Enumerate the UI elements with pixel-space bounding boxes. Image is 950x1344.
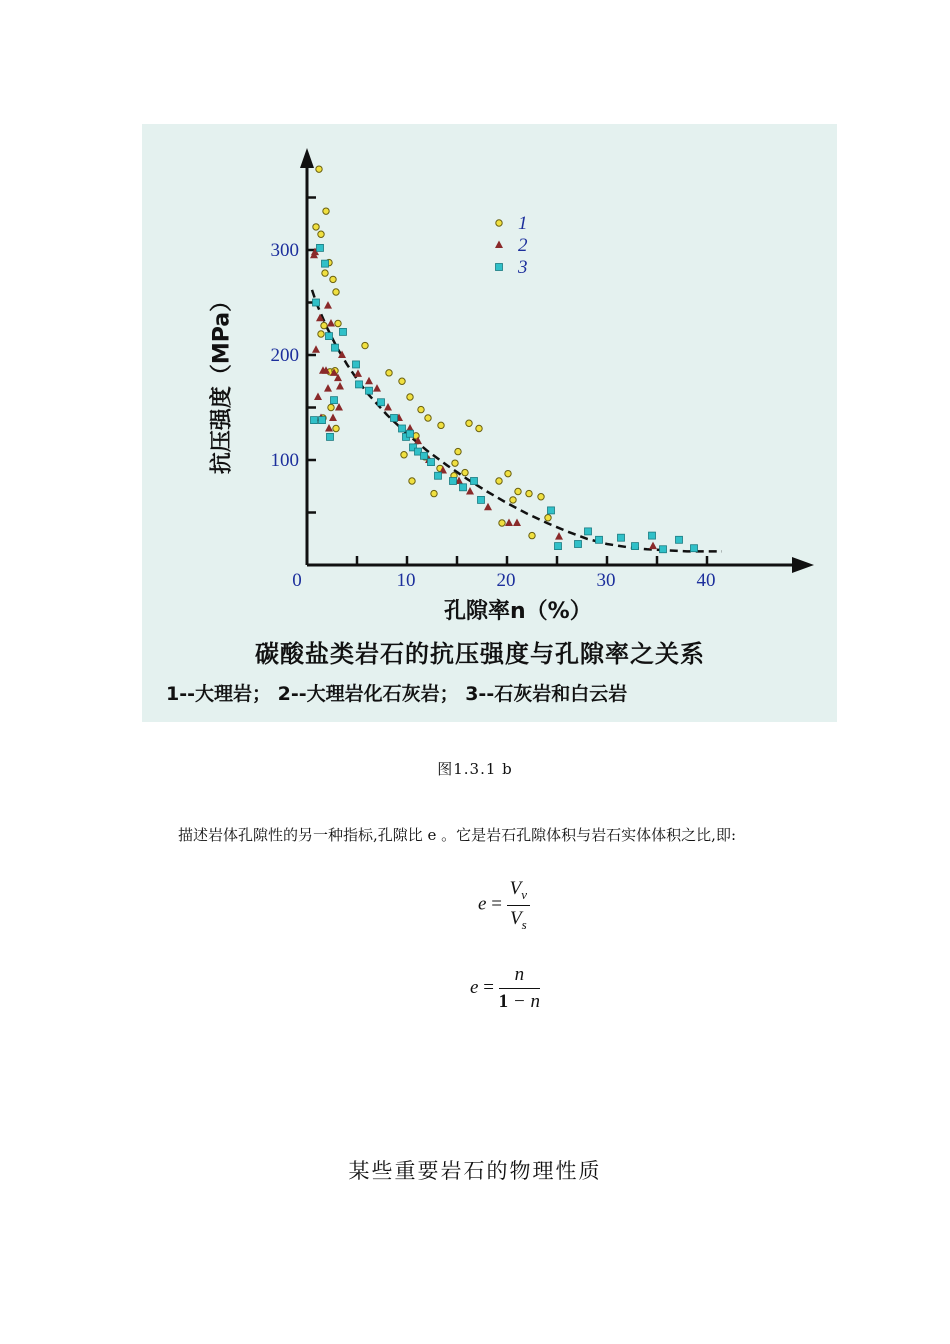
- series-1-point: [438, 422, 444, 428]
- series-3-point: [317, 244, 324, 251]
- series-3-point: [435, 472, 442, 479]
- series-1-point: [499, 520, 505, 526]
- series-1-point: [330, 276, 336, 282]
- series-3-point: [319, 417, 326, 424]
- series-1-point: [455, 448, 461, 454]
- formula-void-ratio-porosity: [470, 964, 540, 1013]
- series-1-point: [425, 415, 431, 421]
- series-1-point: [328, 404, 334, 410]
- y-tick-label: 200: [270, 345, 299, 366]
- series-1-point: [399, 378, 405, 384]
- formula-fraction: $\frac{V_v}{V_s}$: [507, 878, 530, 933]
- series-3-point: [548, 507, 555, 514]
- y-tick-label: 300: [270, 240, 299, 261]
- series-1-point: [510, 497, 516, 503]
- series-2-point: [384, 403, 392, 411]
- series-2-point: [466, 487, 474, 495]
- series-1-point: [466, 420, 472, 426]
- series-3-point: [340, 328, 347, 335]
- series-1-point: [333, 289, 339, 295]
- y-tick-label: 100: [270, 450, 299, 471]
- series-2-point: [365, 377, 373, 385]
- series-3-point: [322, 260, 329, 267]
- formula-fraction: $\frac{n}{1 - n}$: [498, 964, 540, 1012]
- series-1-point: [318, 331, 324, 337]
- formula-equals: =: [491, 893, 502, 915]
- series-2-point: [354, 369, 362, 377]
- series-1-point: [529, 532, 535, 538]
- series-1-point: [321, 322, 327, 328]
- y-axis-arrow: [300, 148, 314, 168]
- series-3-point: [407, 430, 414, 437]
- series-3-point: [326, 333, 333, 340]
- series-3-point: [391, 415, 398, 422]
- series-1-point: [323, 208, 329, 214]
- series-1-point: [333, 425, 339, 431]
- series-1-point: [316, 166, 322, 172]
- series-3-point: [555, 543, 562, 550]
- series-3-point: [366, 387, 373, 394]
- series-3-point: [327, 433, 334, 440]
- series-3-point: [596, 536, 603, 543]
- series-3-point: [421, 452, 428, 459]
- legend-marker-2: [495, 241, 503, 249]
- formula-equals: =: [483, 976, 494, 998]
- series-1-point: [505, 470, 511, 476]
- series-3-point: [428, 459, 435, 466]
- series-2-point: [329, 414, 337, 422]
- series-3-point: [649, 532, 656, 539]
- series-3-point: [353, 361, 360, 368]
- series-2-point: [314, 393, 322, 401]
- series-2-point: [373, 384, 381, 392]
- legend-marker-3: [496, 264, 503, 271]
- figure-legend-note: 1--大理岩； 2--大理岩化石灰岩； 3--石灰岩和白云岩: [166, 683, 628, 705]
- x-tick-label: 0: [292, 570, 302, 591]
- series-3-point: [331, 397, 338, 404]
- series-3-point: [575, 541, 582, 548]
- legend-label-2: 2: [518, 235, 528, 256]
- series-2-point: [484, 503, 492, 511]
- x-tick-label: 30: [596, 570, 616, 591]
- section-heading: 某些重要岩石的物理性质: [348, 1159, 602, 1183]
- series-1-point: [431, 490, 437, 496]
- legend-label-3: 3: [518, 257, 528, 278]
- series-3-point: [618, 534, 625, 541]
- series-1-point: [496, 478, 502, 484]
- series-3-point: [585, 528, 592, 535]
- series-1-point: [409, 478, 415, 484]
- series-1-point: [462, 469, 468, 475]
- series-2-point: [335, 403, 343, 411]
- series-3-point: [632, 543, 639, 550]
- series-3-point: [313, 299, 320, 306]
- series-3-point: [450, 478, 457, 485]
- series-3-point: [378, 399, 385, 406]
- series-1-point: [515, 488, 521, 494]
- legend-marker-1: [496, 220, 502, 226]
- series-1-point: [476, 425, 482, 431]
- series-3-point: [660, 546, 667, 553]
- series-3-point: [356, 381, 363, 388]
- legend-label-1: 1: [518, 213, 528, 234]
- series-2-point: [555, 532, 563, 540]
- x-axis-label: 孔隙率n（%）: [444, 599, 592, 624]
- x-axis-arrow: [792, 557, 814, 573]
- series-3-point: [691, 545, 698, 552]
- series-1-point: [418, 406, 424, 412]
- series-3-point: [676, 536, 683, 543]
- series-3-point: [460, 484, 467, 491]
- body-paragraph: 描述岩体孔隙性的另一种指标,孔隙比 e 。它是岩石孔隙体积与岩石实体体积之比,即:: [178, 826, 737, 844]
- series-2-point: [312, 345, 320, 353]
- x-tick-label: 10: [396, 570, 416, 591]
- series-3-point: [399, 425, 406, 432]
- series-1-point: [386, 370, 392, 376]
- series-3-point: [332, 344, 339, 351]
- series-2-point: [336, 382, 344, 390]
- figure-caption: 图1.3.1 b: [437, 760, 513, 778]
- series-1-point: [452, 460, 458, 466]
- series-1-point: [526, 490, 532, 496]
- series-1-point: [545, 515, 551, 521]
- trend-line: [312, 290, 722, 552]
- series-1-point: [318, 231, 324, 237]
- series-1-point: [401, 452, 407, 458]
- series-1-point: [407, 394, 413, 400]
- series-2-point: [324, 384, 332, 392]
- formula-void-ratio-volume: [478, 878, 530, 933]
- formula-lhs: e: [478, 893, 487, 915]
- series-3-point: [478, 496, 485, 503]
- x-tick-label: 40: [696, 570, 716, 591]
- series-2-point: [325, 424, 333, 432]
- x-tick-label: 20: [496, 570, 516, 591]
- series-2-point: [649, 542, 657, 550]
- series-1-point: [335, 320, 341, 326]
- series-2-point: [324, 301, 332, 309]
- formula-lhs: e: [470, 976, 479, 998]
- series-1-point: [313, 224, 319, 230]
- series-3-point: [311, 417, 318, 424]
- series-1-point: [322, 270, 328, 276]
- series-2-point: [505, 519, 513, 527]
- scatter-chart: [142, 124, 837, 722]
- series-2-point: [513, 519, 521, 527]
- series-1-point: [362, 342, 368, 348]
- series-2-point: [327, 319, 335, 327]
- figure-panel: 100 200 300 0 10 20 30 40 1 2 3 抗压强度（MPa） 孔隙率n（%） 碳酸盐类岩石的抗压强度与孔隙率之关系 1--大理岩； 2--大理岩化石灰岩； 3--石灰岩和白云岩: [142, 124, 837, 722]
- series-3-point: [471, 478, 478, 485]
- series-1-point: [538, 494, 544, 500]
- figure-title: 碳酸盐类岩石的抗压强度与孔隙率之关系: [255, 640, 705, 668]
